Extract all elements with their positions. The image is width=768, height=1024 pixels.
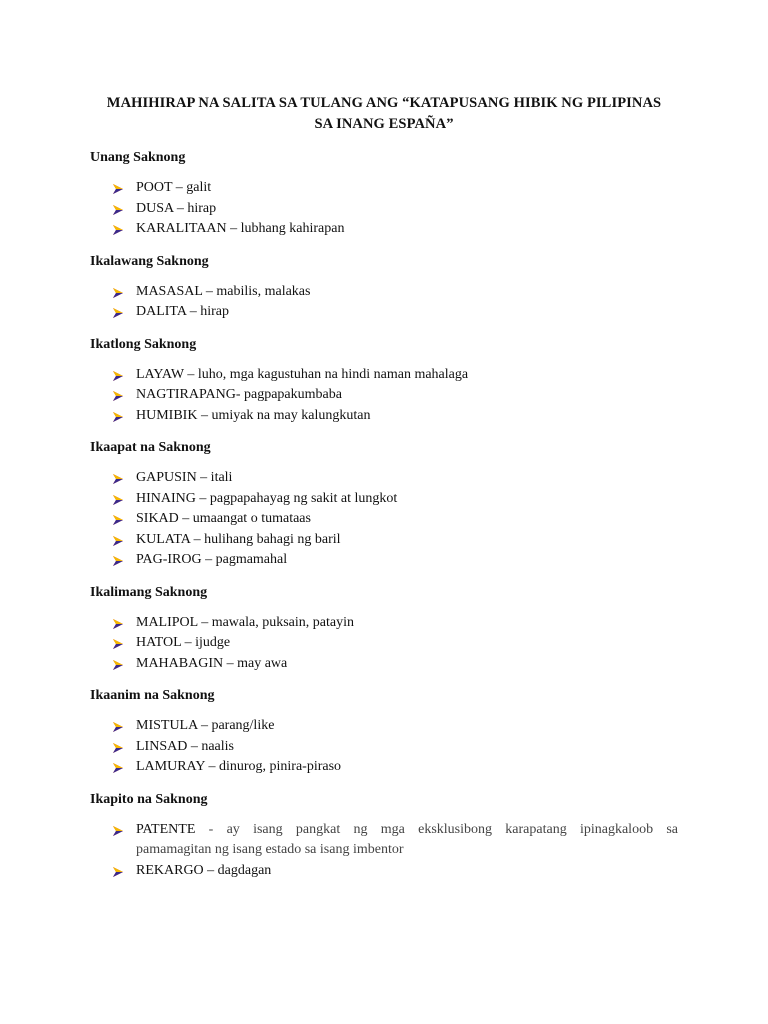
arrow-bullet-icon	[112, 369, 124, 381]
list-item	[112, 365, 678, 386]
list-item	[112, 550, 678, 571]
arrow-bullet-icon	[112, 306, 124, 318]
item-text: LAMURAY – dinurog, pinira-piraso	[136, 759, 342, 774]
item-text: HINAING – pagpapahayag ng sakit at lungkot	[136, 490, 398, 506]
document-title	[90, 93, 678, 135]
term-list	[90, 178, 678, 240]
arrow-bullet-icon	[112, 761, 124, 773]
item-text: REKARGO – dagdagan	[136, 862, 272, 878]
section-heading: Ikaapat na Saknong	[90, 440, 211, 455]
list-item	[112, 861, 678, 882]
arrow-bullet-icon	[112, 741, 124, 753]
item-text: MASASAL – mabilis, malakas	[136, 283, 311, 299]
term-list	[90, 282, 678, 323]
item-text: HUMIBIK – umiyak na may kalungkutan	[136, 407, 371, 423]
list-item	[112, 633, 678, 654]
arrow-bullet-icon	[112, 472, 124, 484]
arrow-bullet-icon	[112, 824, 124, 836]
item-text: MALIPOL – mawala, puksain, patayin	[136, 614, 354, 630]
item-text: POOT – galit	[136, 180, 212, 195]
sections-container	[90, 148, 678, 881]
arrow-bullet-icon	[112, 513, 124, 525]
section-heading: Ikapito na Saknong	[90, 791, 208, 807]
list-item	[112, 530, 678, 551]
item-text: LINSAD – naalis	[136, 738, 234, 754]
item-text: MAHABAGIN – may awa	[136, 655, 288, 671]
item-text: LAYAW – luho, mga kagustuhan na hindi naman mahalaga	[136, 366, 469, 382]
term-list	[90, 716, 678, 778]
list-item	[112, 178, 678, 199]
arrow-bullet-icon	[112, 223, 124, 235]
arrow-bullet-icon	[112, 658, 124, 670]
item-term: PATENTE	[136, 821, 196, 837]
list-item	[112, 654, 678, 675]
arrow-bullet-icon	[112, 493, 124, 505]
list-item	[112, 199, 678, 220]
term-list	[90, 613, 678, 675]
section-heading: Ikaanim na Saknong	[90, 688, 215, 703]
item-text: DALITA – hirap	[136, 304, 229, 319]
section-heading: Unang Saknong	[90, 150, 186, 165]
item-text: NAGTIRAPANG- pagpapakumbaba	[136, 387, 342, 402]
list-item	[112, 385, 678, 406]
arrow-bullet-icon	[112, 286, 124, 298]
section-heading: Ikalawang Saknong	[90, 253, 209, 269]
arrow-bullet-icon	[112, 203, 124, 215]
list-item	[112, 219, 678, 240]
item-text: HATOL – ijudge	[136, 635, 231, 650]
arrow-bullet-icon	[112, 534, 124, 546]
list-item	[112, 489, 678, 510]
arrow-bullet-icon	[112, 410, 124, 422]
title-line-1: MAHIHIRAP NA SALITA SA TULANG ANG “KATAPUSANG HIBIK NG PILIPINAS	[106, 95, 662, 111]
item-text: PAG-IROG – pagmamahal	[136, 552, 288, 567]
arrow-bullet-icon	[112, 617, 124, 629]
list-item	[112, 820, 678, 861]
item-text: KARALITAAN – lubhang kahirapan	[136, 221, 345, 236]
item-text: MISTULA – parang/like	[136, 718, 275, 733]
item-line-1	[136, 820, 678, 841]
list-item	[112, 302, 678, 323]
term-list	[90, 468, 678, 571]
item-definition-continued: pamamagitan ng isang estado sa isang imbentor	[136, 842, 404, 857]
list-item	[112, 282, 678, 303]
section-heading: Ikatlong Saknong	[90, 336, 197, 352]
arrow-bullet-icon	[112, 182, 124, 194]
section-heading: Ikalimang Saknong	[90, 584, 208, 600]
list-item	[112, 406, 678, 427]
arrow-bullet-icon	[112, 637, 124, 649]
list-item	[112, 468, 678, 489]
list-item	[112, 757, 678, 778]
item-text: SIKAD – umaangat o tumataas	[136, 511, 311, 526]
list-item	[112, 716, 678, 737]
item-text: DUSA – hirap	[136, 200, 217, 216]
term-list	[90, 820, 678, 882]
list-item	[112, 613, 678, 634]
arrow-bullet-icon	[112, 720, 124, 732]
title-line-2: SA INANG ESPAÑA”	[314, 116, 454, 132]
list-item	[112, 737, 678, 758]
list-item	[112, 509, 678, 530]
item-definition: - ay isang pangkat ng mga eksklusibong karapatang ipinagkaloob sa	[195, 821, 678, 837]
arrow-bullet-icon	[112, 554, 124, 566]
item-text: GAPUSIN – itali	[136, 470, 233, 485]
term-list	[90, 365, 678, 427]
arrow-bullet-icon	[112, 389, 124, 401]
item-text: KULATA – hulihang bahagi ng baril	[136, 531, 341, 547]
arrow-bullet-icon	[112, 865, 124, 877]
